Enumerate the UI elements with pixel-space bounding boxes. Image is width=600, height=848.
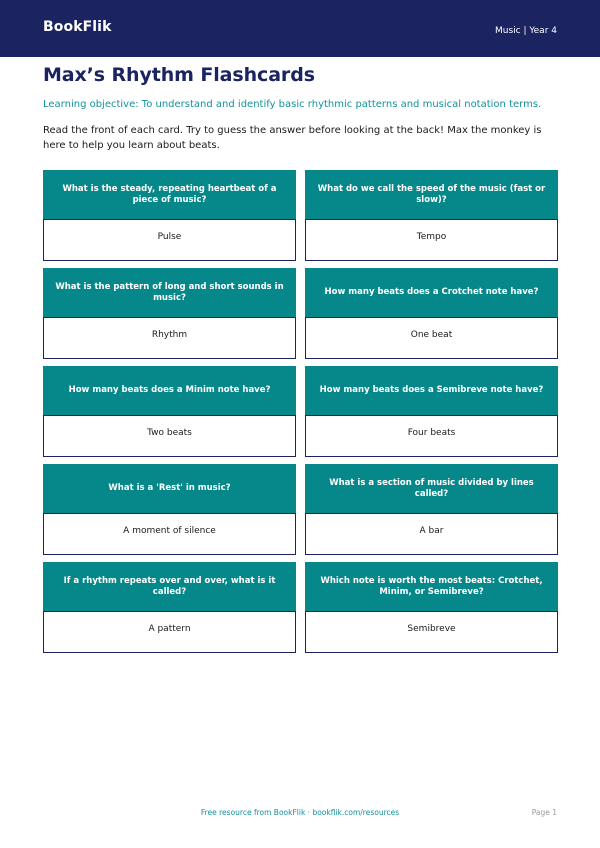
footer-link[interactable]: Free resource from BookFlik · bookflik.com/resources (200, 808, 400, 817)
flashcard-answer: Pulse (43, 219, 296, 261)
flashcard[interactable] (43, 366, 296, 464)
flashcard[interactable] (43, 562, 296, 660)
flashcard[interactable] (305, 464, 558, 562)
flashcard-answer: Four beats (305, 415, 558, 457)
flashcard-answer: Rhythm (43, 317, 296, 359)
flashcard-answer: Semibreve (305, 611, 558, 653)
flashcard[interactable] (43, 268, 296, 366)
flashcard-question: What is a section of music divided by lines called? (305, 464, 558, 513)
flashcard-answer: One beat (305, 317, 558, 359)
flashcard-answer: Two beats (43, 415, 296, 457)
page-title: Max’s Rhythm Flashcards (43, 64, 315, 86)
subject-year-label: Music | Year 4 (494, 26, 557, 36)
flashcard[interactable] (305, 562, 558, 660)
flashcard[interactable] (305, 366, 558, 464)
flashcard-answer: A bar (305, 513, 558, 555)
flashcard-question: Which note is worth the most beats: Crotchet, Minim, or Semibreve? (305, 562, 558, 611)
flashcard-question: How many beats does a Crotchet note have? (305, 268, 558, 317)
flashcard-question: What is a 'Rest' in music? (43, 464, 296, 513)
flashcard-question: How many beats does a Minim note have? (43, 366, 296, 415)
flashcard[interactable] (305, 170, 558, 268)
flashcard[interactable] (43, 464, 296, 562)
intro-text: Read the front of each card. Try to guess the answer before looking at the back! Max the monkey is here to help you learn about beats. (43, 125, 542, 151)
flashcard-answer: A pattern (43, 611, 296, 653)
learning-objective: Learning objective: To understand and identify basic rhythmic patterns and musical notation terms. (43, 99, 542, 110)
flashcard[interactable] (305, 268, 558, 366)
flashcard-question: What is the pattern of long and short sounds in music? (43, 268, 296, 317)
page-number: Page 1 (531, 808, 557, 817)
flashcard-question: What do we call the speed of the music (fast or slow)? (305, 170, 558, 219)
flashcard[interactable] (43, 170, 296, 268)
flashcard-grid (43, 170, 558, 660)
flashcard-question: How many beats does a Semibreve note have? (305, 366, 558, 415)
flashcard-answer: A moment of silence (43, 513, 296, 555)
flashcard-question: If a rhythm repeats over and over, what is it called? (43, 562, 296, 611)
brand-logo[interactable]: BookFlik (43, 19, 112, 35)
top-bar (0, 0, 600, 57)
flashcard-question: What is the steady, repeating heartbeat of a piece of music? (43, 170, 296, 219)
flashcard-answer: Tempo (305, 219, 558, 261)
